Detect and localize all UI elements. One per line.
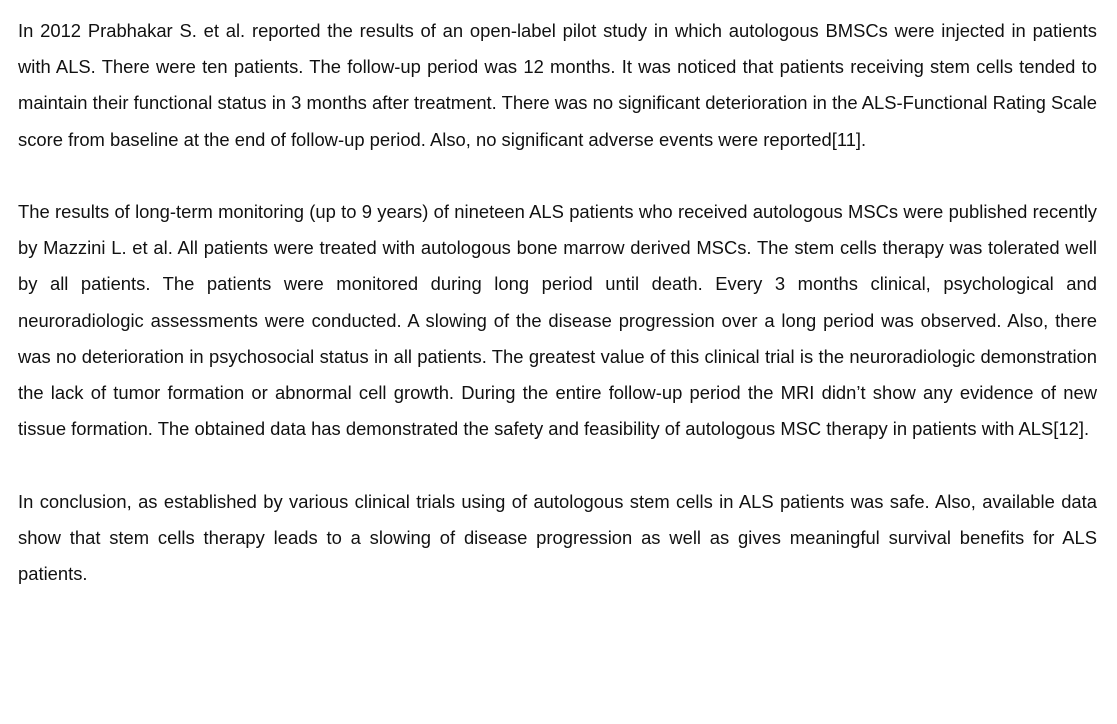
paragraph-conclusion: In conclusion, as established by various clinical trials using of autologous stem cells in ALS patients was safe. Also, available data show that stem cells therapy leads to a slowing of disease progression as well as gives meaningful survival benefits for ALS patients. bbox=[18, 490, 1097, 585]
paragraph-mazzini-study: The results of long-term monitoring (up to 9 years) of nineteen ALS patients who received autologous MSCs were published recently by Mazzini L. et al. All patients were treated with autologous bone marrow derived MSCs. The stem cells therapy was tolerated well by all patients. The patients were monitored during long period until death. Every 3 months clinical, psychological and neuroradiologic assessments were conducted. A slowing of the disease progression over a long period was observed. Also, there was no deterioration in psychosocial status in all patients. The greatest value of this clinical trial is the neuroradiologic demonstration the lack of tumor formation or abnormal cell growth. During the entire follow-up period the MRI didn’t show any evidence of new tissue formation. The obtained data has demonstrated the safety and feasibility of autologous MSC therapy in patients with ALS[12]. bbox=[18, 201, 1097, 440]
document-body bbox=[18, 13, 1097, 592]
paragraph-prabhakar-study: In 2012 Prabhakar S. et al. reported the results of an open-label pilot study in which autologous BMSCs were injected in patients with ALS. There were ten patients. The follow-up period was 12 months. It was noticed that patients receiving stem cells tended to maintain their functional status in 3 months after treatment. There was no significant deterioration in the ALS-Functional Rating Scale score from baseline at the end of follow-up period. Also, no significant adverse events were reported[11]. bbox=[18, 20, 1097, 150]
